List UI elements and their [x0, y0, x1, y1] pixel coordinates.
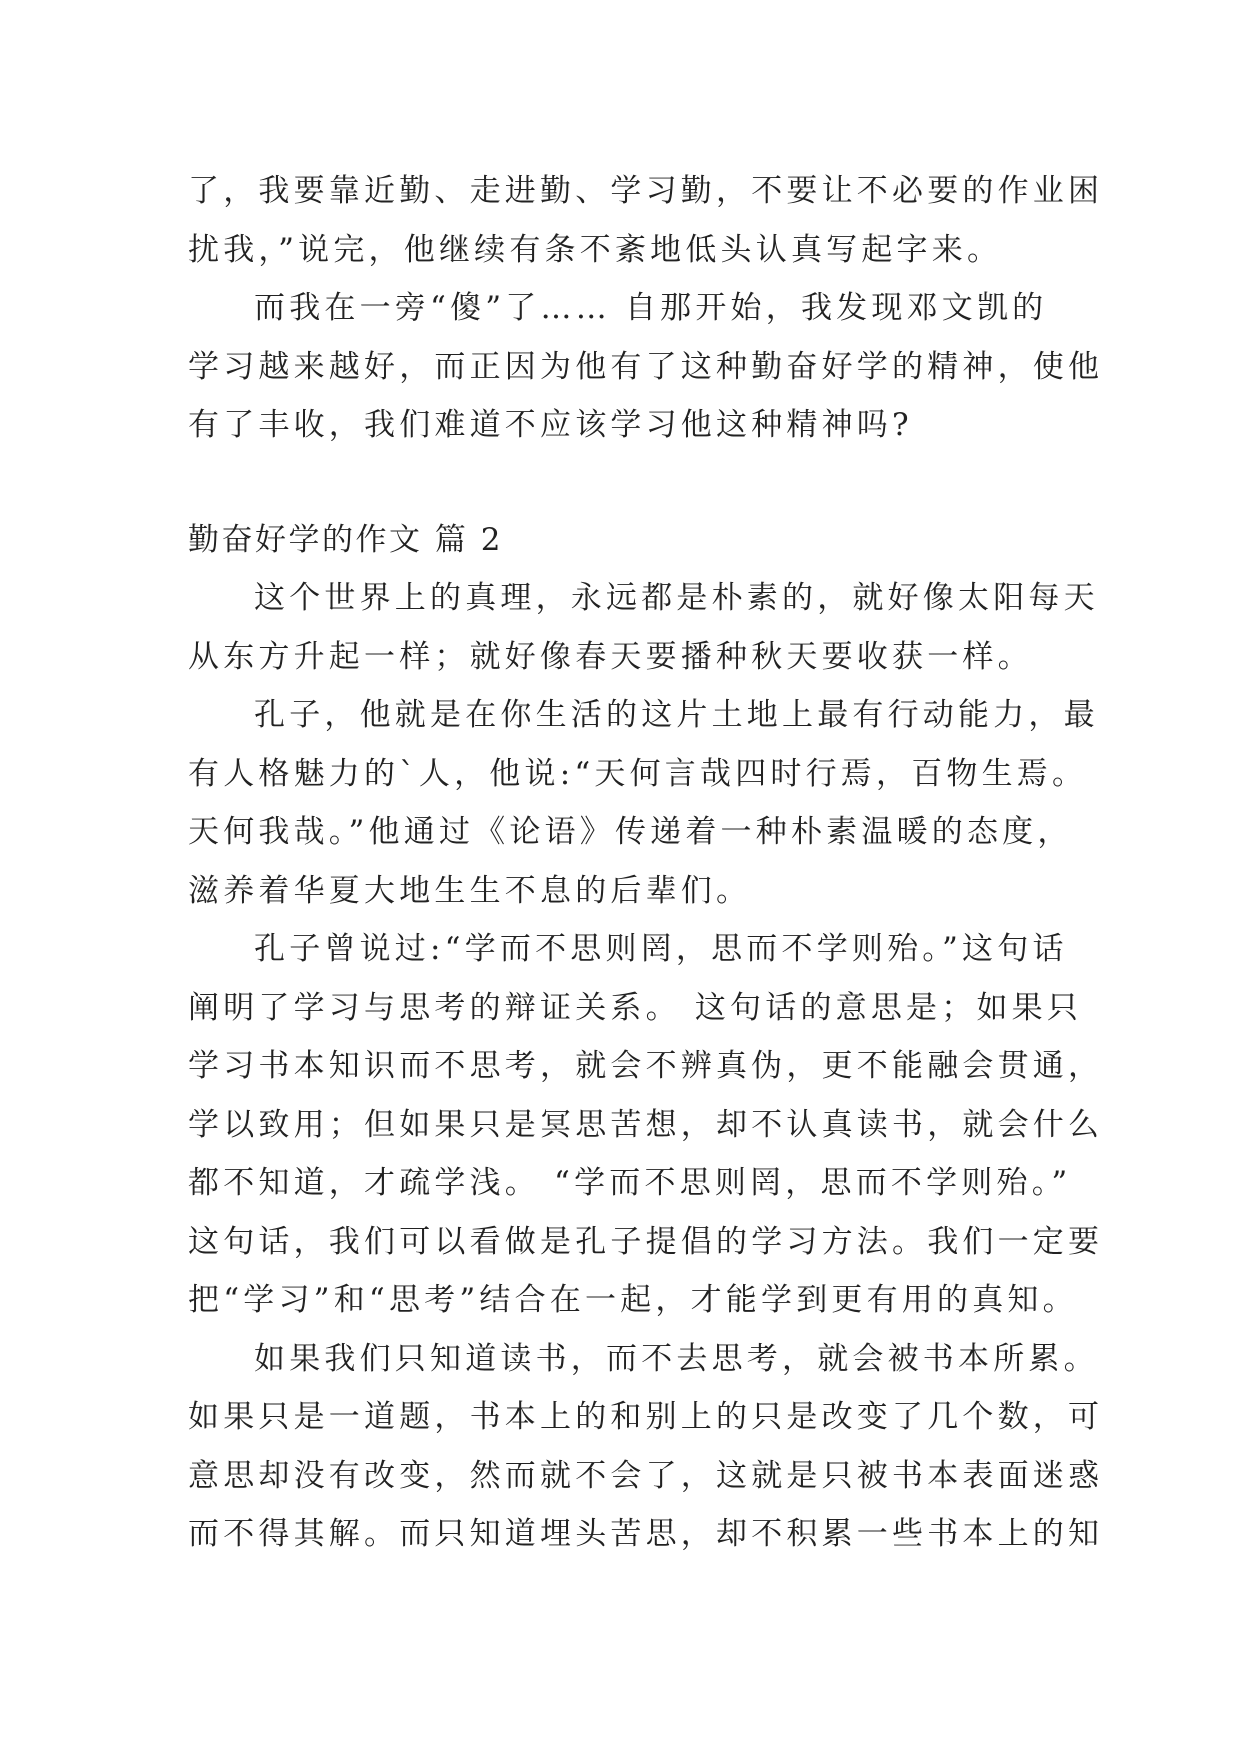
- text-line: 阐明了学习与思考的辩证关系。 这句话的意思是；如果只: [188, 989, 1083, 1026]
- text-line: 如果只是一道题，书本上的和别上的只是改变了几个数，可: [188, 1399, 1104, 1435]
- text-line: 这个世界上的真理，永远都是朴素的，就好像太阳每天: [254, 580, 1099, 616]
- paragraph: [188, 279, 1104, 455]
- paragraph: [188, 920, 1104, 1330]
- text-line: 天何我哉。”他通过《论语》传递着一种朴素温暖的态度，: [188, 814, 1073, 850]
- paragraph: [188, 1330, 1104, 1564]
- text-line: 学习越来越好，而正因为他有了这种勤奋好学的精神，使他: [188, 348, 1104, 385]
- text-line: 学以致用；但如果只是冥思苦想，却不认真读书，就会什么: [188, 1106, 1104, 1143]
- text-line: 孔子，他就是在你生活的这片土地上最有行动能力，最: [254, 697, 1099, 733]
- paragraph: [188, 162, 1104, 279]
- text-line: 意思却没有改变，然而就不会了，这就是只被书本表面迷惑: [188, 1457, 1104, 1494]
- text-line: 而不得其解。而只知道埋头苦思，却不积累一些书本上的知: [188, 1516, 1104, 1552]
- text-line: 而我在一旁“傻”了…… 自那开始，我发现邓文凯的: [254, 290, 1048, 326]
- section-gap: [188, 455, 1068, 511]
- text-line: 学习书本知识而不思考，就会不辨真伪，更不能融会贯通，: [188, 1048, 1104, 1084]
- text-line: 了，我要靠近勤、走进勤、学习勤，不要让不必要的作业困: [188, 173, 1104, 209]
- text-line: 扰我，”说完，他继续有条不紊地低头认真写起字来。: [188, 231, 1003, 268]
- text-line: 这句话，我们可以看做是孔子提倡的学习方法。我们一定要: [188, 1223, 1104, 1260]
- paragraph: [188, 686, 1099, 920]
- text-line: 有了丰收，我们难道不应该学习他这种精神吗?: [188, 407, 913, 443]
- document-body: [188, 162, 1104, 1564]
- text-line: 都不知道，才疏学浅。 “学而不思则罔，思而不学则殆。”: [188, 1165, 1072, 1201]
- section-heading: 勤奋好学的作文 篇 2: [188, 521, 503, 558]
- text-line: 有人格魅力的`人，他说:“天何言哉四时行焉，百物生焉。: [188, 755, 1088, 792]
- text-line: 孔子曾说过:“学而不思则罔，思而不学则殆。”这句话: [254, 931, 1068, 967]
- text-line: 如果我们只知道读书，而不去思考，就会被书本所累。: [254, 1340, 1099, 1377]
- text-line: 滋养着华夏大地生生不息的后辈们。: [188, 872, 752, 909]
- text-line: 从东方升起一样；就好像春天要播种秋天要收获一样。: [188, 638, 1033, 675]
- text-line: 把“学习”和“思考”结合在一起，才能学到更有用的真知。: [188, 1282, 1078, 1318]
- paragraph: [188, 569, 1099, 686]
